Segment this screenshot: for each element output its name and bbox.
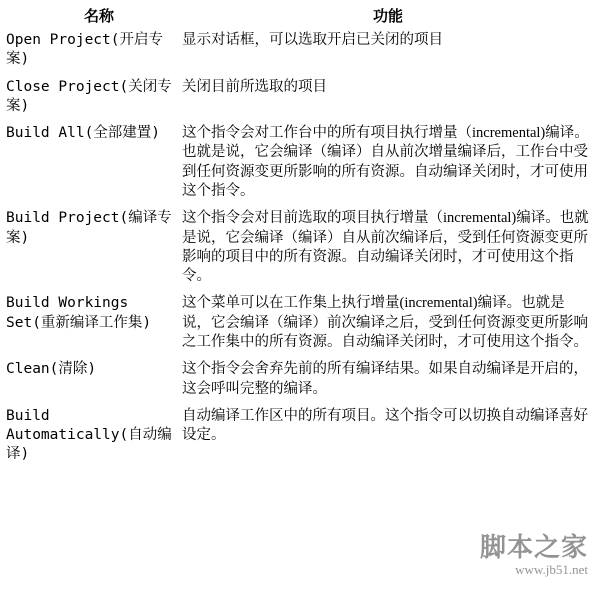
- command-name: Build Project(编译专案): [6, 210, 172, 246]
- command-name: Build Automatically(自动编译): [6, 407, 172, 463]
- command-name: Build Workings Set(重新编译工作集): [6, 295, 152, 331]
- command-description: 这个指令会对工作台中的所有项目执行增量（incremental)编译。也就是说，它会编译（编译）自从前次增量编译后，工作台中受到任何资源变更所影响的所有资源。自动编译关闭时，才可使用这个指令。: [182, 125, 589, 199]
- command-description: 这个指令会舍弃先前的所有编译结果。如果自动编译是开启的，这会呼叫完整的编译。: [182, 361, 588, 397]
- table-header-row: [6, 4, 594, 30]
- command-name: Clean(清除): [6, 361, 97, 378]
- command-description: 自动编译工作区中的所有项目。这个指令可以切换自动编译喜好设定。: [182, 407, 588, 444]
- table-row: [6, 77, 594, 124]
- command-description: 关闭目前所选取的项目: [182, 78, 327, 95]
- command-name: Close Project(关闭专案): [6, 78, 172, 114]
- table-row: [6, 30, 594, 77]
- watermark-text: 脚本之家: [479, 533, 588, 562]
- table-row: [6, 359, 594, 406]
- command-description: 这个菜单可以在工作集上执行增量(incremental)编译。也就是说，它会编译（编译）前次编译之后，受到任何资源变更所影响之工作集中的所有资源。自动编译关闭时，才可使用这个指令。: [182, 295, 588, 350]
- command-description: 显示对话框，可以选取开启已关闭的项目: [182, 32, 443, 48]
- command-name: Build All(全部建置): [6, 125, 161, 142]
- watermark: [480, 527, 588, 578]
- watermark-url: www.jb51.net: [515, 562, 588, 577]
- table-row: [6, 293, 594, 359]
- command-reference-table: [6, 4, 594, 472]
- command-description: 这个指令会对目前选取的项目执行增量（incremental)编译。也就是说，它会编译（编译）自从前次编译后，受到任何资源变更所影响的项目中的所有资源。自动编译关闭时，才可使用这个指令。: [182, 210, 589, 285]
- table-row: [6, 406, 594, 472]
- command-name: Open Project(开启专案): [6, 32, 163, 68]
- table-row: [6, 208, 594, 293]
- column-header-name: 名称: [83, 9, 114, 25]
- column-header-function: 功能: [372, 9, 403, 25]
- table-row: [6, 123, 594, 208]
